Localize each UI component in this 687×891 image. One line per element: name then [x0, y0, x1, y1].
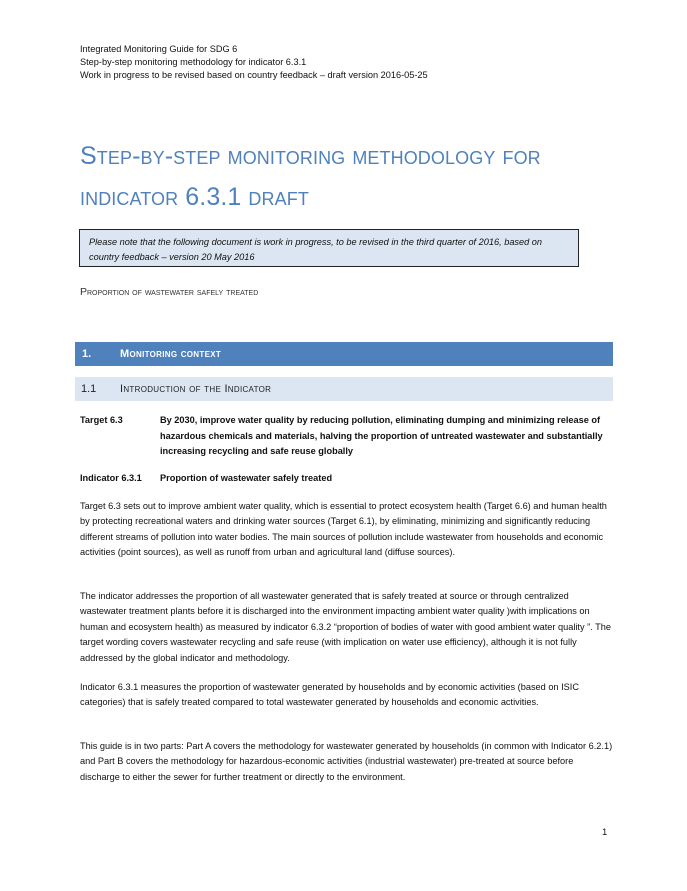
target-text: By 2030, improve water quality by reducing pollution, eliminating dumping and minimizing release of hazardous chemicals and materials, halving the proportion of untreated wastewater and substantially increasing recycling and safe reuse globally	[160, 415, 603, 456]
body-paragraph: This guide is in two parts: Part A covers the methodology for wastewater generated by households (in common with Indicator 6.2.1) and Part B covers the methodology for hazardous-economic activities (industrial wastewater) pre-treated at source before discharge to either the sewer for further treatment or directly to the environment.	[80, 741, 613, 782]
body-paragraph: Indicator 6.3.1 measures the proportion of wastewater generated by households and by economic activities (based on ISIC categories) that is safely treated compared to total wastewater generated by households and economic activities.	[80, 682, 579, 708]
target-label: Target 6.3	[80, 415, 123, 425]
title-line-1: Step-by-step monitoring methodology for	[80, 142, 541, 170]
subsection-heading-1-1	[75, 377, 613, 401]
section-title: Monitoring context	[120, 348, 222, 360]
section-heading-1	[75, 342, 613, 366]
indicator-text: Proportion of wastewater safely treated	[160, 473, 333, 483]
header-line-2: Step-by-step monitoring methodology for indicator 6.3.1	[80, 57, 307, 67]
title-line-2: indicator 6.3.1 draft	[80, 183, 309, 211]
body-paragraph: The indicator addresses the proportion of all wastewater generated that is safely treated at source or through centralized wastewater treatment plants before it is discharged into the environment impacting ambient water quality )with implications on human and ecosystem health) as measured by indicator 6.3.2 “proportion of bodies of water with good ambient water quality ”. The target wording covers wastewater recycling and safe reuse (with implication on water use efficiency), although it is not fully addressed by the global indicator and methodology.	[80, 591, 611, 663]
document-title	[80, 136, 620, 218]
section-number: 1.	[82, 348, 92, 360]
subsection-title: Introduction of the Indicator	[120, 383, 272, 395]
subsection-number: 1.1	[81, 383, 97, 395]
indicator-label: Indicator 6.3.1	[80, 473, 142, 483]
document-subtitle: Proportion of wastewater safely treated	[80, 286, 259, 298]
draft-notice-box: Please note that the following document is work in progress, to be revised in the third quarter of 2016, based on country feedback – version 20 May 2016	[79, 229, 579, 267]
page-number: 1	[602, 827, 608, 838]
header-line-1: Integrated Monitoring Guide for SDG 6	[80, 44, 238, 54]
running-header	[80, 43, 428, 82]
body-paragraph: Target 6.3 sets out to improve ambient water quality, which is essential to protect ecosystem health (Target 6.6) and human health by protecting recreational waters and drinking water sources (Target 6.1), by eliminating, minimizing and significantly reducing different streams of pollution into water bodies. The main sources of pollution include wastewater from households and economic activities (point sources), as well as runoff from urban and agricultural land (diffuse sources).	[80, 501, 607, 558]
header-line-3: Work in progress to be revised based on country feedback – draft version 2016-05-25	[80, 70, 428, 80]
